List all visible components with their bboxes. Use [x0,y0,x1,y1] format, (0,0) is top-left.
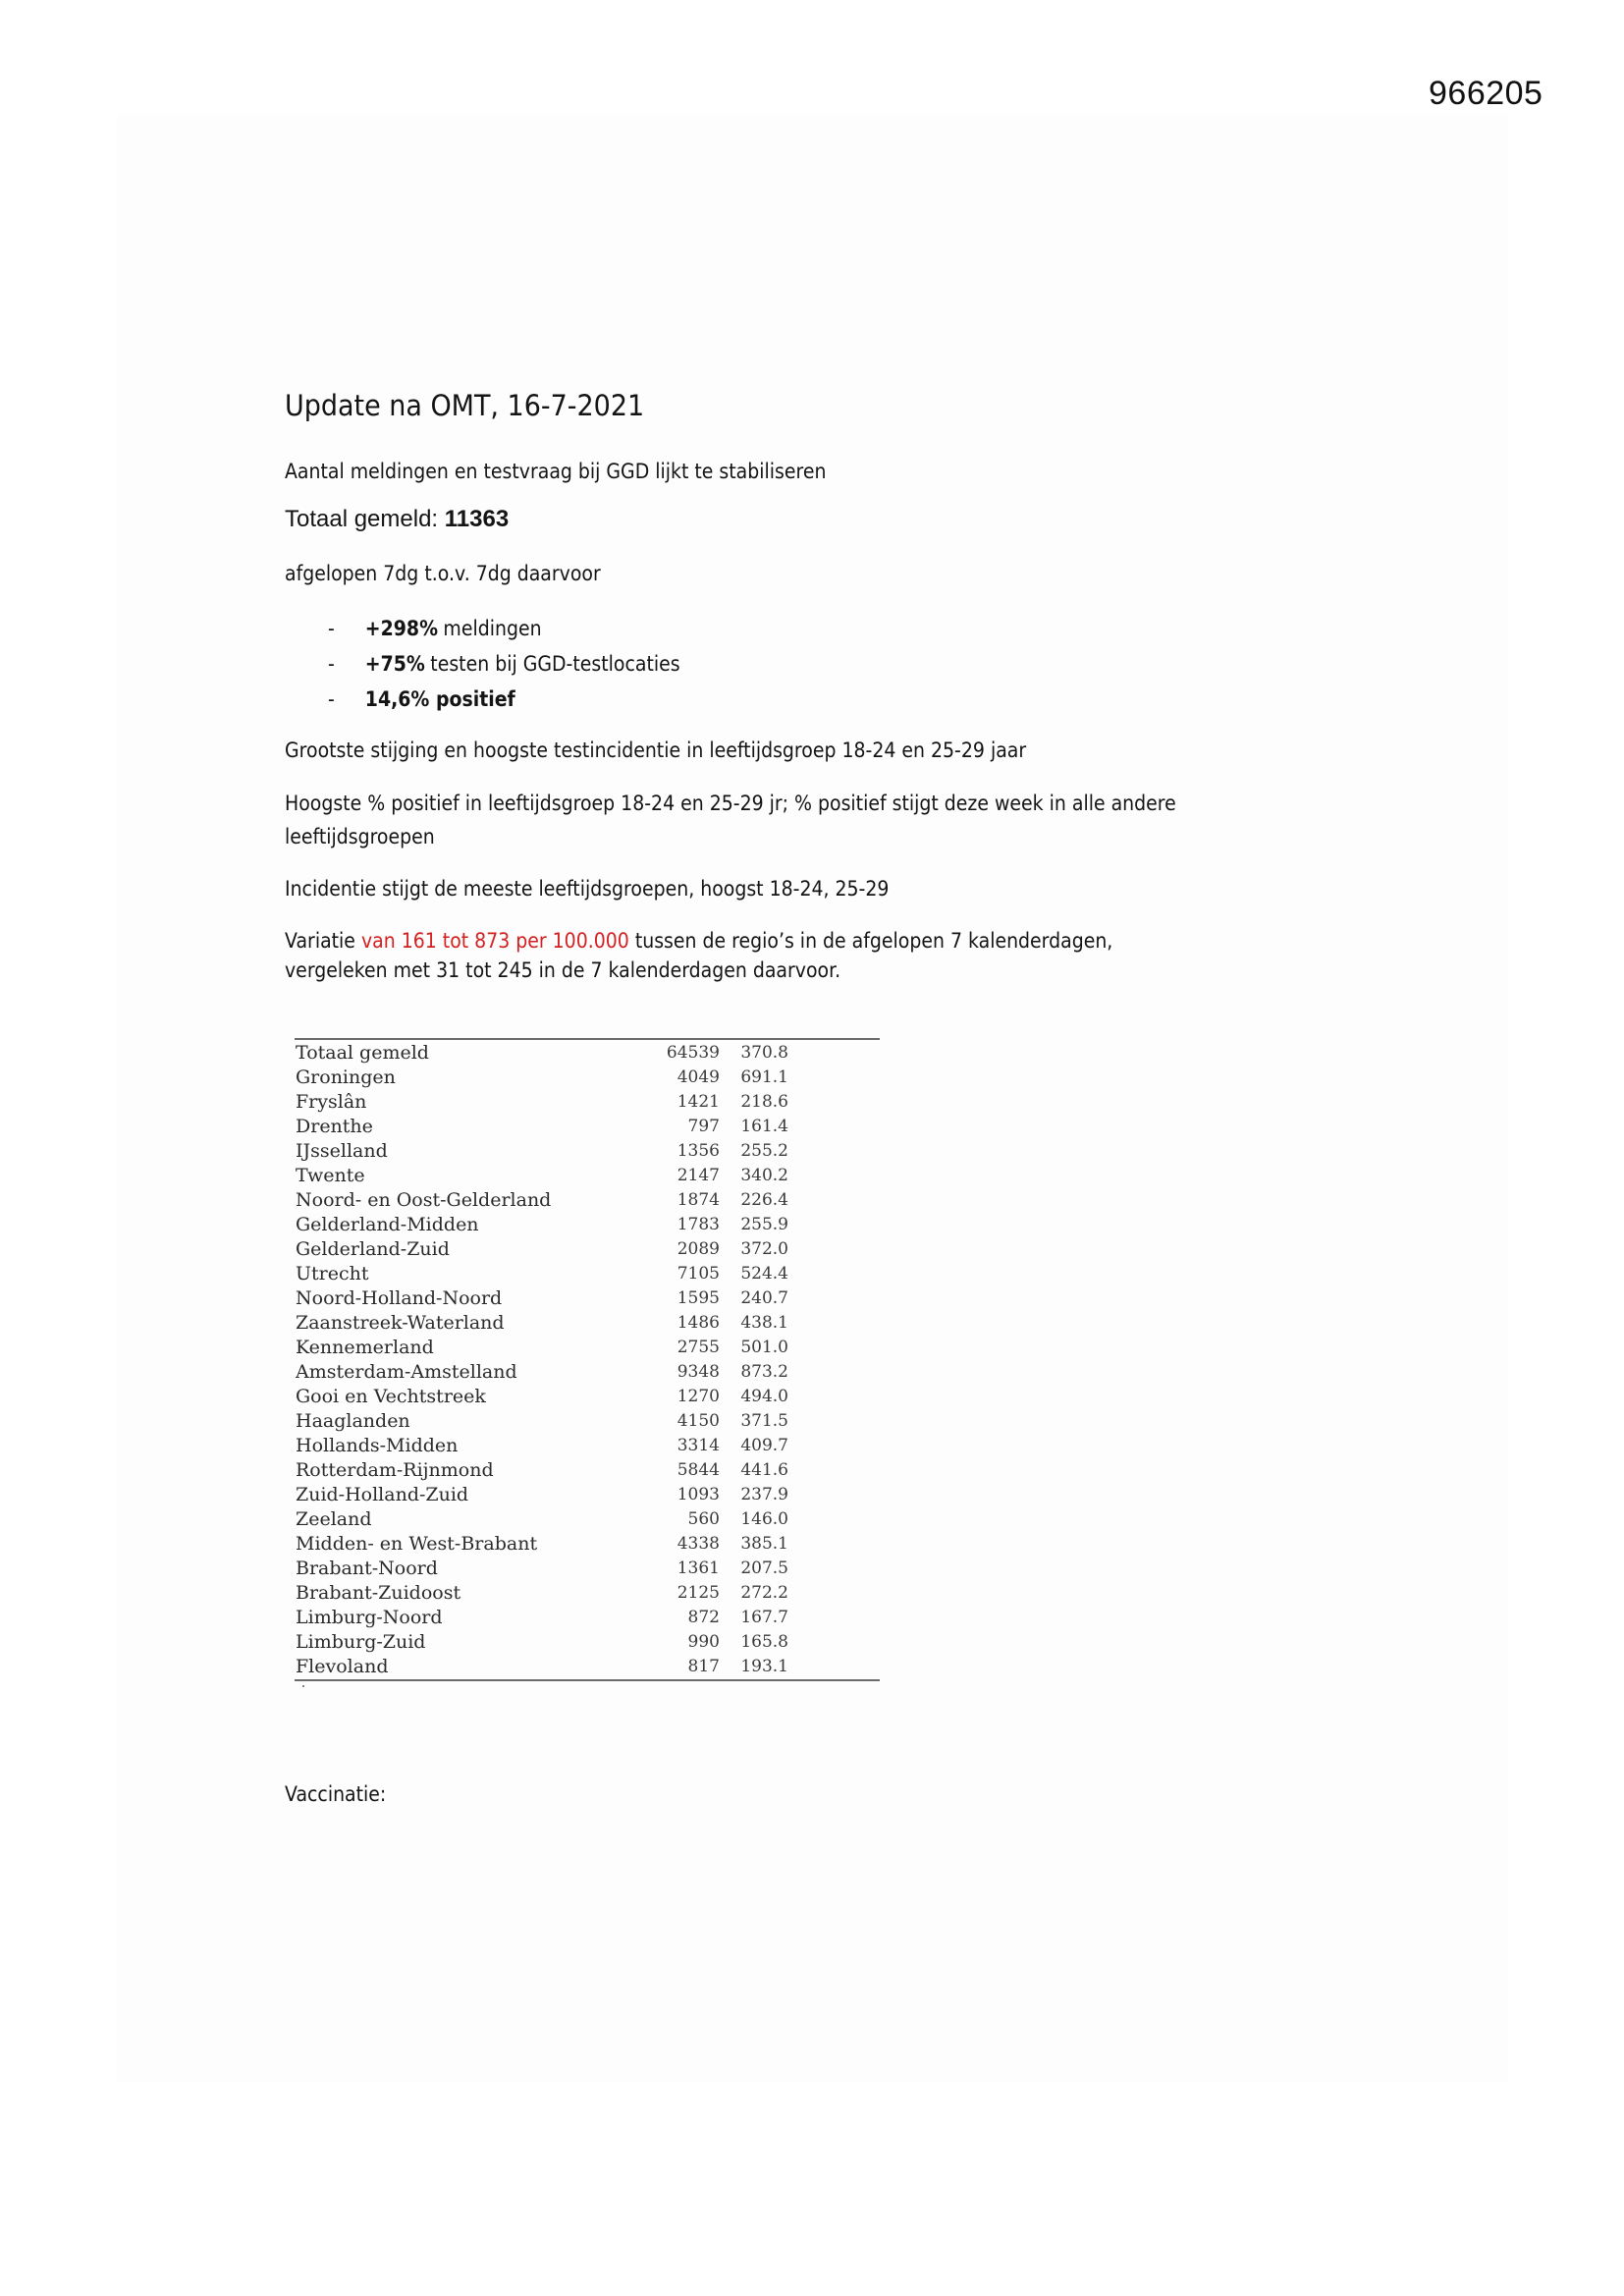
case-count: 4150 [677,1411,720,1431]
table-row [295,1286,788,1311]
table-row [295,1606,788,1630]
region-name: Zaanstreek-Waterland [296,1312,505,1334]
incidence-per-100k: 524.4 [740,1264,788,1284]
incidence-per-100k: 272.2 [740,1583,788,1603]
table-row [295,1311,788,1336]
incidence-per-100k: 494.0 [740,1387,788,1406]
total-label: Totaal gemeld: [285,506,445,532]
region-name: Twente [296,1165,365,1186]
table-row [295,1090,788,1115]
subtitle: Aantal meldingen en testvraag bij GGD lijkt te stabiliseren [285,460,827,483]
case-count: 2089 [677,1239,720,1259]
incidence-per-100k: 237.9 [740,1485,788,1504]
incidence-per-100k: 255.2 [740,1141,788,1161]
case-count: 2755 [677,1338,720,1357]
incidence-per-100k: 370.8 [740,1043,788,1063]
region-name: IJsselland [296,1140,388,1162]
case-count: 1093 [677,1485,720,1504]
vaccination-heading: Vaccinatie: [285,1782,387,1806]
region-name: Limburg-Zuid [296,1631,426,1653]
table-row [295,1557,788,1581]
region-name: Hollands-Midden [296,1435,459,1456]
case-count: 4338 [677,1534,720,1554]
case-count: 1874 [677,1190,720,1210]
case-count: 5844 [677,1460,720,1480]
case-count: 1486 [677,1313,720,1333]
region-name: Groningen [296,1066,396,1088]
region-name: Kennemerland [296,1337,434,1358]
region-name: Midden- en West-Brabant [296,1533,538,1555]
region-name: Haaglanden [296,1410,410,1432]
page-title: Update na OMT, 16-7-2021 [285,389,645,422]
case-count: 7105 [677,1264,720,1284]
incidence-per-100k: 873.2 [740,1362,788,1382]
footnote-mark [302,1685,304,1687]
region-table [295,1041,788,1679]
incidence-per-100k: 501.0 [740,1338,788,1357]
table-top-rule [295,1038,880,1040]
region-name: Gelderland-Midden [296,1214,479,1235]
table-row [295,1483,788,1507]
case-count: 797 [687,1117,720,1136]
bullet-list [328,611,719,717]
case-count: 3314 [677,1436,720,1455]
incidence-per-100k: 691.1 [740,1067,788,1087]
case-count: 1356 [677,1141,720,1161]
table-row [295,1188,788,1213]
region-name: Utrecht [296,1263,369,1285]
incidence-per-100k: 193.1 [740,1657,788,1676]
region-name: Gelderland-Zuid [296,1238,450,1260]
paragraph-age-growth: Grootste stijging en hoogste testincidentie in leeftijdsgroep 18-24 en 25-29 jaar [285,738,1027,762]
table-row [295,1237,788,1262]
case-count: 2125 [677,1583,720,1603]
region-name: Brabant-Noord [296,1558,438,1579]
region-name: Zuid-Holland-Zuid [296,1484,469,1505]
bullet-bold: +298% [364,617,439,640]
region-name: Gooi en Vechtstreek [296,1386,486,1407]
paragraph-positive-line2: leeftijdsgroepen [285,825,435,848]
table-row [295,1041,788,1066]
table-row [295,1434,788,1458]
dash-marker: - [328,617,335,640]
case-count: 1783 [677,1215,720,1234]
region-name: Brabant-Zuidoost [296,1582,461,1604]
incidence-per-100k: 218.6 [740,1092,788,1112]
incidence-per-100k: 255.9 [740,1215,788,1234]
case-count: 560 [687,1509,720,1529]
table-row [295,1385,788,1409]
bullet-item [328,646,680,682]
table-row [295,1262,788,1286]
bullet-text: testen bij GGD-testlocaties [430,652,680,676]
table-row [295,1507,788,1532]
incidence-per-100k: 167.7 [740,1608,788,1627]
incidence-per-100k: 371.5 [740,1411,788,1431]
incidence-per-100k: 409.7 [740,1436,788,1455]
bullet-item [328,611,680,646]
case-count: 1421 [677,1092,720,1112]
dash-marker: - [328,687,335,711]
case-count: 990 [687,1632,720,1652]
case-count: 1595 [677,1288,720,1308]
incidence-per-100k: 438.1 [740,1313,788,1333]
total-reported [285,506,509,533]
case-count: 1270 [677,1387,720,1406]
paragraph-incidence: Incidentie stijgt de meeste leeftijdsgroepen, hoogst 18-24, 25-29 [285,877,890,901]
table-row [295,1115,788,1139]
case-count: 9348 [677,1362,720,1382]
case-count: 817 [687,1657,720,1676]
incidence-per-100k: 240.7 [740,1288,788,1308]
paragraph-variation-line2: vergeleken met 31 tot 245 in de 7 kalenderdagen daarvoor. [285,958,841,982]
incidence-per-100k: 372.0 [740,1239,788,1259]
variation-suffix: tussen de regio’s in de afgelopen 7 kalenderdagen, [628,929,1113,953]
case-count: 872 [687,1608,720,1627]
document-id: 966205 [1429,75,1543,112]
table-row [295,1066,788,1090]
region-name: Amsterdam-Amstelland [296,1361,517,1383]
incidence-per-100k: 165.8 [740,1632,788,1652]
bullet-bold: 14,6% positief [364,687,515,711]
table-row [295,1360,788,1385]
region-name: Drenthe [296,1116,373,1137]
case-count: 2147 [677,1166,720,1185]
region-name: Noord-Holland-Noord [296,1287,503,1309]
table-row [295,1655,788,1679]
table-row [295,1532,788,1557]
dash-marker: - [328,652,335,676]
table-bottom-rule [295,1679,880,1681]
comparison-label: afgelopen 7dg t.o.v. 7dg daarvoor [285,562,601,585]
region-name: Limburg-Noord [296,1607,443,1628]
incidence-per-100k: 146.0 [740,1509,788,1529]
incidence-per-100k: 207.5 [740,1558,788,1578]
incidence-per-100k: 385.1 [740,1534,788,1554]
table-row [295,1164,788,1188]
case-count: 1361 [677,1558,720,1578]
table-row [295,1409,788,1434]
bullet-item [328,682,680,717]
table-row [295,1458,788,1483]
incidence-per-100k: 441.6 [740,1460,788,1480]
table-row [295,1336,788,1360]
region-name: Zeeland [296,1508,372,1530]
table-row [295,1139,788,1164]
region-name: Totaal gemeld [296,1042,429,1064]
bullet-bold: +75% [364,652,425,676]
region-name: Noord- en Oost-Gelderland [296,1189,552,1211]
total-value: 11363 [444,506,510,532]
table-row [295,1213,788,1237]
paragraph-variation-line1 [285,929,1112,953]
region-name: Flevoland [296,1656,389,1677]
incidence-per-100k: 161.4 [740,1117,788,1136]
paragraph-positive-line1: Hoogste % positief in leeftijdsgroep 18-24 en 25-29 jr; % positief stijgt deze week in alle andere [285,792,1176,815]
region-name: Rotterdam-Rijnmond [296,1459,494,1481]
bullet-text: meldingen [443,617,542,640]
table-row [295,1630,788,1655]
variation-prefix: Variatie [285,929,361,953]
table-row [295,1581,788,1606]
case-count: 4049 [677,1067,720,1087]
region-name: Fryslân [296,1091,367,1113]
incidence-per-100k: 340.2 [740,1166,788,1185]
region-table-container [295,1038,880,1681]
case-count: 64539 [666,1043,720,1063]
incidence-per-100k: 226.4 [740,1190,788,1210]
variation-highlight: van 161 tot 873 per 100.000 [360,929,629,953]
